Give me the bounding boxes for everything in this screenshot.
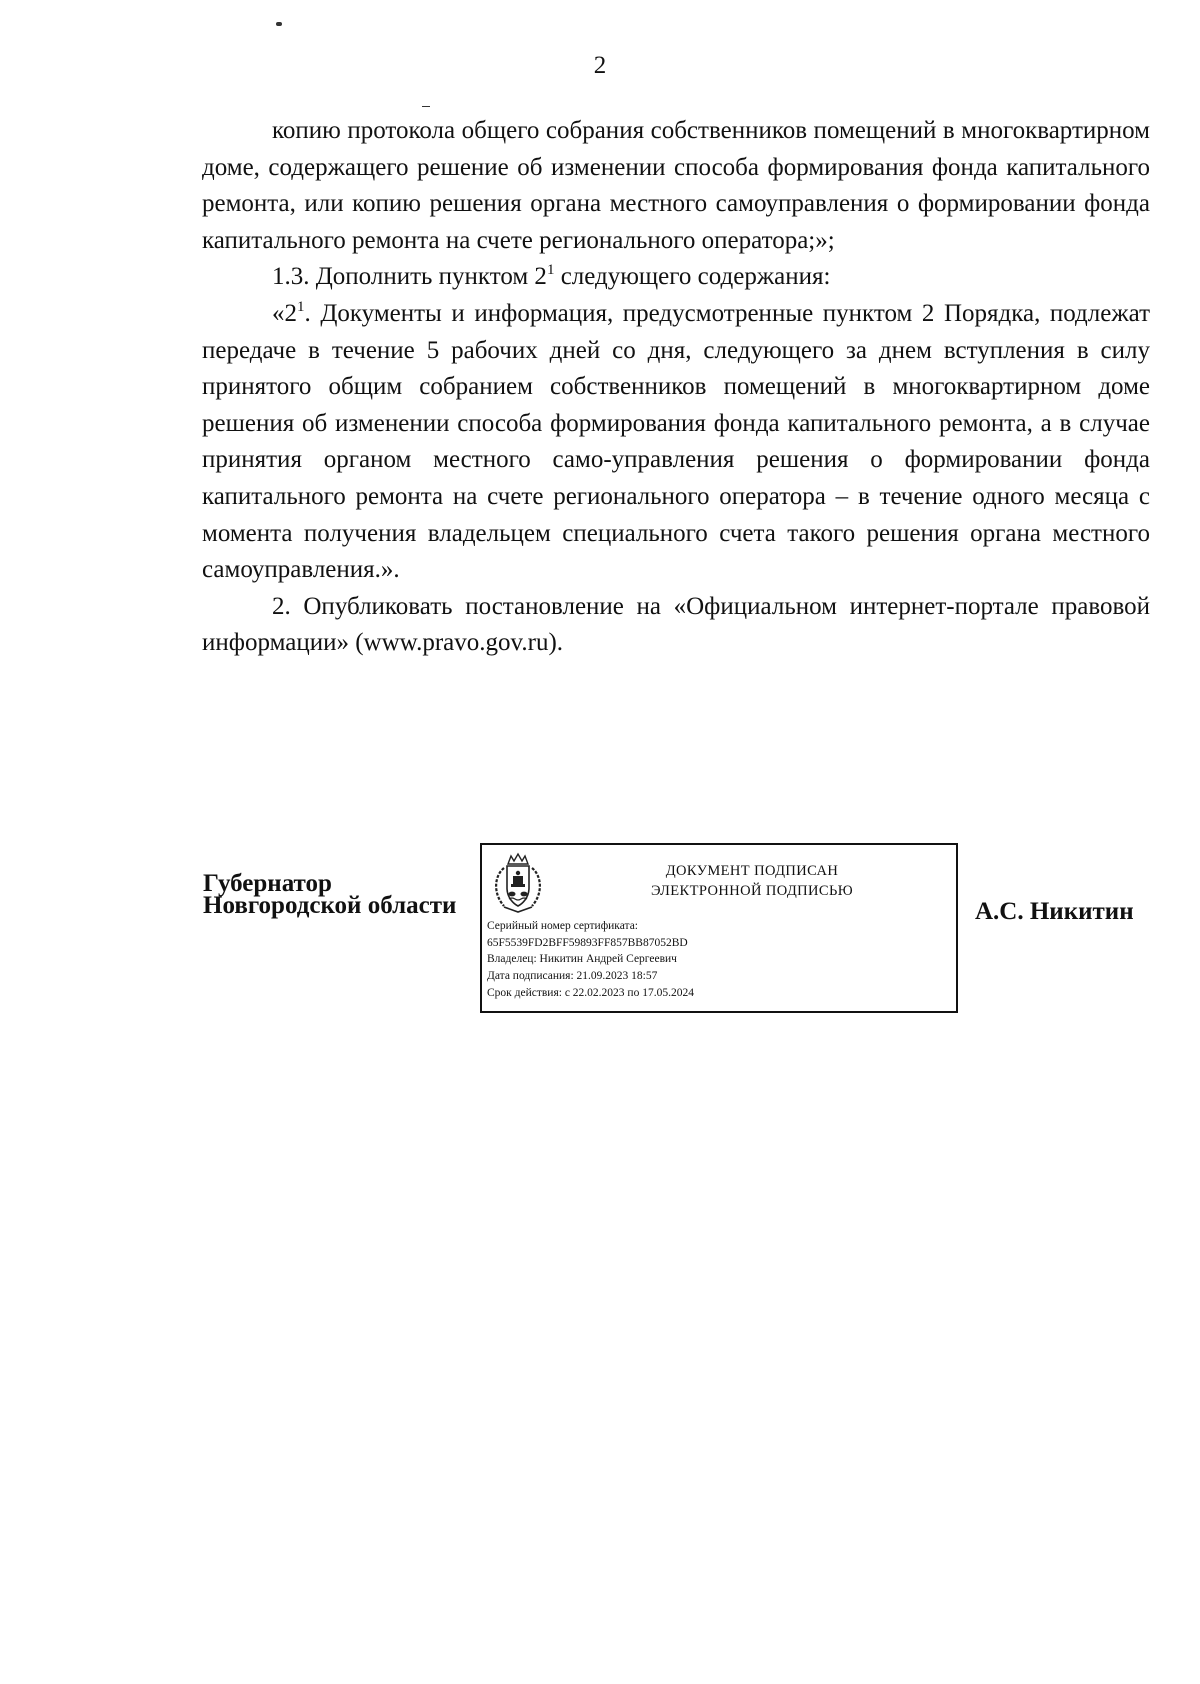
signer-position-line1: Губернатор: [203, 870, 332, 897]
scan-speck: [276, 22, 282, 26]
paragraph-publication: 2. Опубликовать постановление на «Официальном интернет-портале правовой информации» (www.pravo.gov.ru).: [202, 592, 1150, 657]
signer-name: А.С. Никитин: [975, 898, 1134, 925]
paragraph-text: «2: [272, 299, 297, 327]
stamp-heading-line2: ЭЛЕКТРОННОЙ ПОДПИСЬЮ: [650, 883, 854, 899]
signer-position-line2: Новгородской области: [203, 892, 457, 919]
coat-of-arms-icon: [490, 852, 546, 916]
certificate-serial-number: 65F5539FD2BFF59893FF857BB87052BD: [487, 936, 688, 949]
paragraph-point-2-1: [202, 296, 1150, 589]
paragraph-amendment-1-3: [202, 259, 1150, 296]
paragraph-protocol-copy: копию протокола общего собрания собственников помещений в многоквартирном доме, содержащего решение об изменении способа формирования фонда капитального ремонта, или копию решения органа местного самоуправления о формировании фонда капитального ремонта на счете регионального оператора;»;: [202, 117, 1150, 254]
paragraph-text: . Документы и информация, предусмотренные пунктом 2 Порядка, подлежат передаче в течение 5 рабочих дней со дня, следующего за днем вступления в силу принятого общим собранием собственников помещений в многоквартирном доме решения об изменении способа формирования фонда капитального ремонта, а в случае принятия органом местного само-управления решения о формировании фонда капитального ремонта на счете регионального оператора – в течение одного месяца с момента получения владельцем специального счета такого решения органа местного самоуправления.».: [202, 299, 1150, 584]
paragraph-text: следующего содержания:: [554, 263, 831, 291]
signer-position: [203, 870, 457, 919]
electronic-signature-stamp: [480, 843, 958, 1013]
page-number: 2: [593, 52, 607, 79]
signing-date: Дата подписания: 21.09.2023 18:57: [487, 970, 658, 983]
stamp-details: [487, 918, 955, 1002]
scan-speck: [422, 106, 430, 107]
superscript: 1: [297, 298, 305, 315]
certificate-owner: Владелец: Никитин Андрей Сергеевич: [487, 953, 677, 966]
certificate-validity: Срок действия: с 22.02.2023 по 17.05.2024: [487, 986, 694, 999]
document-body: [202, 113, 1150, 662]
superscript: 1: [546, 262, 555, 279]
certificate-serial-label: Серийный номер сертификата:: [487, 920, 638, 932]
stamp-heading: [562, 861, 942, 901]
stamp-heading-line1: ДОКУМЕНТ ПОДПИСАН: [665, 863, 839, 879]
paragraph-text: 1.3. Дополнить пунктом 2: [272, 263, 547, 291]
